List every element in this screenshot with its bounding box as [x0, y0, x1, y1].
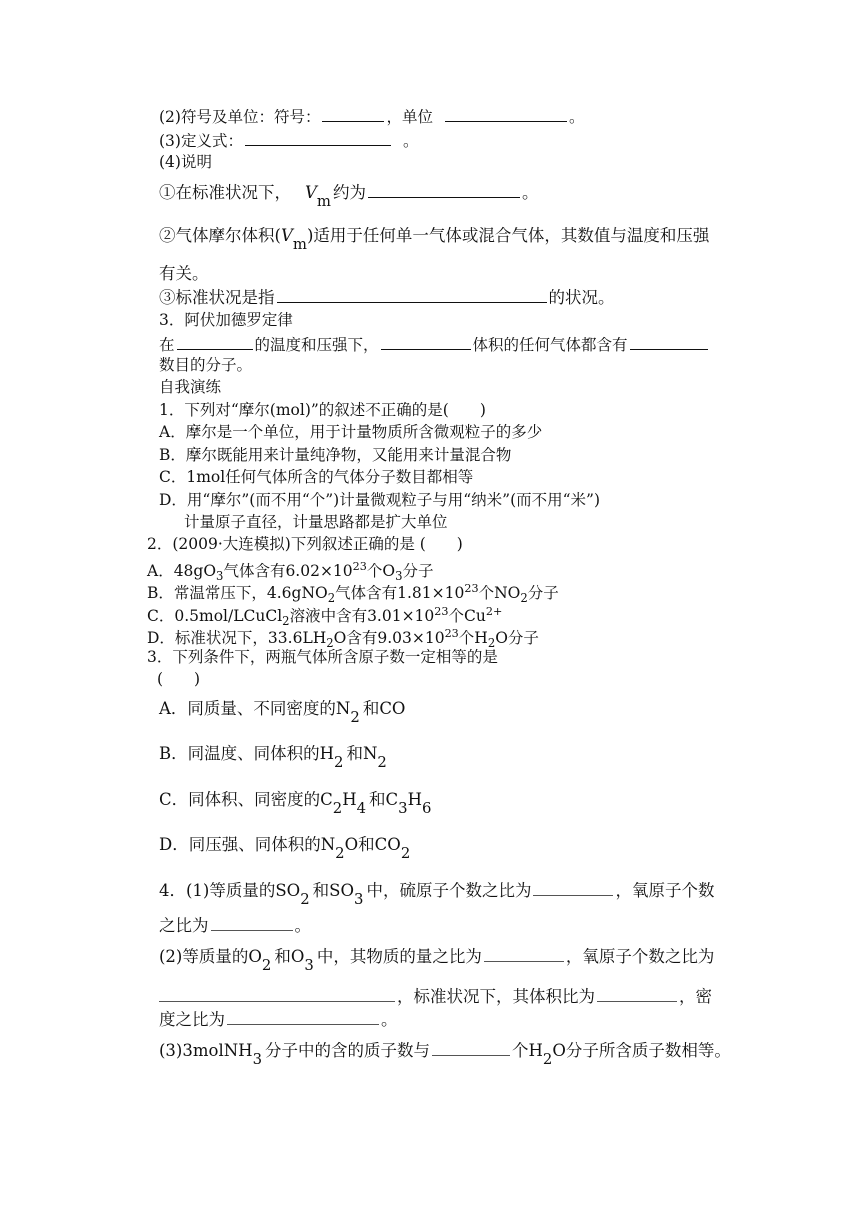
answer-blank: [445, 106, 567, 122]
practice-heading: 自我演练: [159, 378, 222, 396]
answer-blank: [245, 130, 391, 146]
answer-blank: [277, 287, 547, 303]
note-item-3: ③标准状况是指 的状况。: [159, 288, 615, 307]
question-1-option-d: D．用“摩尔”(而不用“个”)计量微观粒子与用“纳米”(而不用“米”): [159, 491, 601, 509]
symbol-unit-line: (2)符号及单位：符号： ，单位 。: [159, 108, 585, 126]
question-3-option-a: A．同质量、不同密度的N2 和CO: [159, 699, 406, 727]
answer-blank: [159, 986, 395, 1002]
question-4-line-1: 4．(1)等质量的SO2 和SO3 中，硫原子个数之比为 ，氧原子个数: [159, 881, 715, 909]
answer-blank: [533, 880, 613, 896]
question-4-line-2: 之比为 。: [159, 916, 311, 935]
question-1-option-a: A．摩尔是一个单位，用于计量物质所含微观粒子的多少: [159, 423, 543, 441]
question-3-stem: 3．下列条件下，两瓶气体所含原子数一定相等的是: [147, 648, 498, 666]
question-3-option-d: D．同压强、同体积的N2O和CO2: [159, 835, 411, 863]
question-2-option-c: C．0.5mol/LCuCl$_2$溶液中含有$3.01\times 10^{23}$个$Cu^{2+}$: [147, 605, 503, 629]
question-3-option-b: B．同温度、同体积的H2 和N2: [159, 744, 387, 772]
answer-blank: [597, 986, 677, 1002]
question-1-option-b: B．摩尔既能用来计量纯净物，又能用来计量混合物: [159, 446, 512, 464]
definition-label: (3)定义式：: [159, 132, 243, 150]
section-title-avogadro: 3．阿伏加德罗定律: [159, 311, 293, 329]
question-2-option-b: B．常温常压下，4.6gNO$_2$气体含有$1.81\times 10^{23}$个$NO_2$分子: [147, 582, 559, 606]
note-item-1: ①在标准状况下， Vm 约为 。: [159, 183, 539, 211]
answer-blank: [227, 1009, 379, 1025]
answer-blank: [177, 334, 253, 350]
question-1-option-c: C．1mol任何气体所含的气体分子数目都相等: [159, 468, 474, 486]
answer-blank: [484, 946, 564, 962]
answer-blank: [322, 106, 384, 122]
question-1-stem: 1．下列对“摩尔(mol)”的叙述不正确的是( ): [159, 401, 486, 419]
definition-line: (3)定义式： 。: [159, 132, 419, 150]
answer-blank: [630, 334, 708, 350]
answer-blank: [368, 182, 520, 198]
answer-blank: [432, 1040, 510, 1056]
unit-label: ，单位: [386, 108, 433, 126]
avogadro-line-1: 在 的温度和压强下， 体积的任何气体都含有: [159, 334, 710, 355]
question-2-option-d: D．标准状况下，$33.6LH_2O$含有$9.03\times 10^{23}$个$H_2O$分子: [147, 627, 539, 651]
note-item-2-cont: 有关。: [159, 264, 209, 283]
question-4-line-3: (2)等质量的O2 和O3 中，其物质的量之比为 ，氧原子个数之比为: [159, 947, 715, 975]
answer-blank: [381, 334, 471, 350]
question-1-option-d-cont: 计量原子直径，计量思路都是扩大单位: [184, 513, 448, 531]
question-4-line-4: ，标准状况下，其体积比为 ，密: [159, 986, 712, 1007]
avogadro-line-2: 数目的分子。: [159, 356, 253, 374]
symbol-label: (2)符号及单位：符号：: [159, 108, 321, 126]
note-item-2: ②气体摩尔体积(Vm)适用于任何单一气体或混合气体，其数值与温度和压强: [159, 226, 710, 254]
question-2-option-a: A．$48gO_3$气体含有$6.02\times 10^{23}$个$O_3$分子: [147, 560, 434, 584]
question-4-line-6: (3)3molNH3 分子中的含的质子数与 个H2O分子所含质子数相等。: [159, 1041, 731, 1069]
answer-blank: [211, 915, 293, 931]
question-4-line-5: 度之比为 。: [159, 1010, 398, 1029]
question-2-stem: 2．(2009·大连模拟)下列叙述正确的是 ( ): [147, 535, 463, 553]
question-3-option-c: C．同体积、同密度的C2H4 和C3H6: [159, 790, 432, 818]
note-heading: (4)说明: [159, 153, 212, 171]
question-3-paren: ( ): [157, 670, 201, 688]
